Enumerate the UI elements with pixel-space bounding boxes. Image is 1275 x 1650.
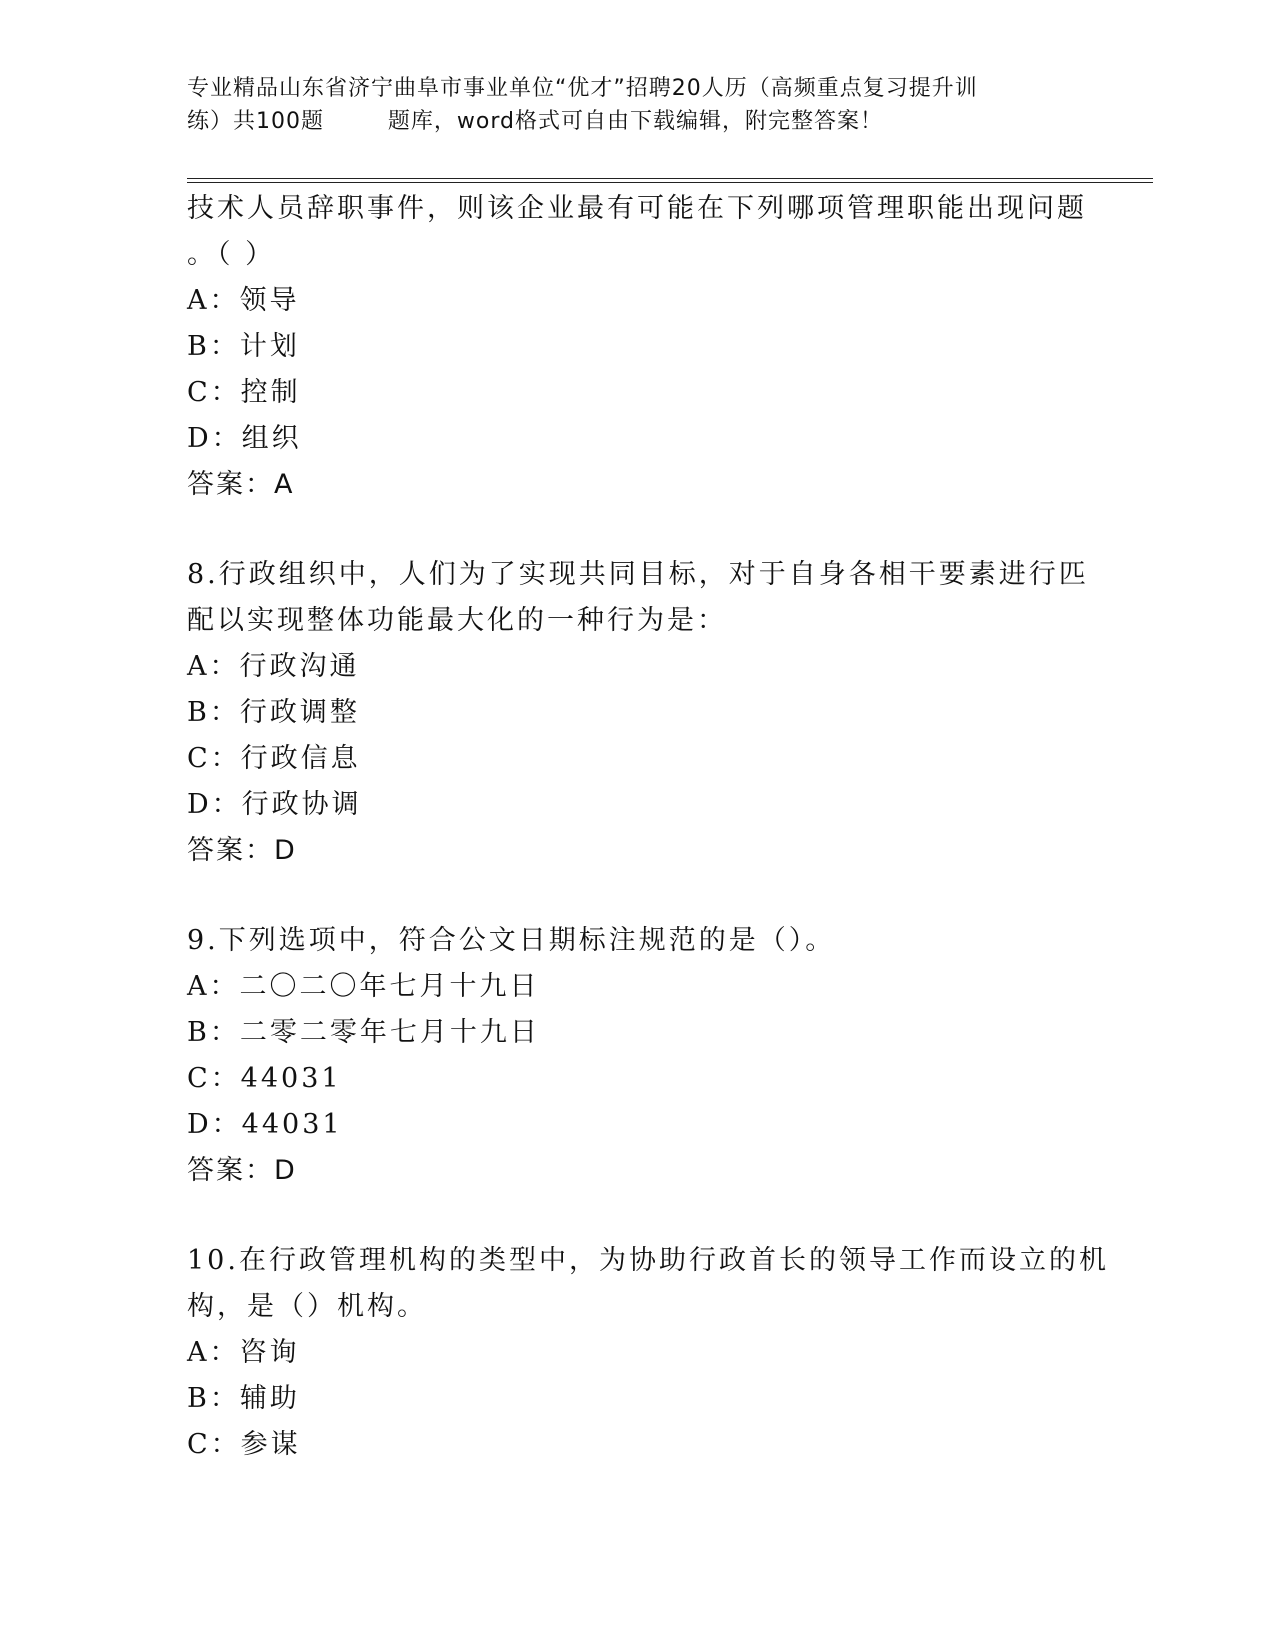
option-text: 二〇二〇年七月十九日 [239,971,540,1002]
option-text: 44031 [241,1109,343,1140]
option-label: B： [187,331,240,362]
option-label: D： [187,789,242,820]
option-text: 44031 [240,1063,342,1094]
document-header [187,72,1067,138]
question-9 [187,918,1087,1194]
option-text: 辅助 [239,1383,300,1414]
option-text: 控制 [240,377,301,408]
option-label: B： [187,1017,240,1048]
question-10 [187,1238,1109,1468]
option-c [187,736,1087,782]
option-label: D： [187,423,242,454]
option-label: C： [187,1429,241,1460]
option-text: 二零二零年七月十九日 [239,1017,540,1048]
option-b [187,1010,1087,1056]
answer-line: 答案：D [187,835,297,866]
option-d [187,782,1087,828]
header-title-line-2: 练）共100题 题库，word格式可自由下载编辑，附完整答案！ [187,109,884,134]
option-a [187,1330,1087,1376]
option-text: 行政沟通 [239,651,360,682]
question-8 [187,552,1087,874]
option-label: B： [187,697,240,728]
option-label: A： [187,285,240,316]
question-7 [187,186,1087,508]
option-b [187,690,1087,736]
option-label: C： [187,377,241,408]
option-b [187,1376,1087,1422]
question-10-text-line-2: 构，是（）机构。 [187,1291,427,1322]
option-text: 领导 [239,285,300,316]
question-8-text-line-2: 配以实现整体功能最大化的一种行为是： [187,605,727,636]
question-10-text-line-1: 10.在行政管理机构的类型中，为协助行政首长的领导工作而设立的机 [187,1245,1109,1276]
option-b [187,324,1087,370]
option-a [187,278,1087,324]
option-text: 行政协调 [241,789,362,820]
question-9-text-line-1: 9.下列选项中，符合公文日期标注规范的是（）。 [187,925,836,956]
header-divider [187,178,1153,183]
option-a [187,644,1087,690]
option-d [187,1102,1087,1148]
option-label: D： [187,1109,242,1140]
option-text: 组织 [241,423,302,454]
option-label: C： [187,743,241,774]
option-a [187,964,1087,1010]
option-label: A： [187,1337,240,1368]
answer-line: 答案：A [187,469,295,500]
question-7-text-line-1: 技术人员辞职事件，则该企业最有可能在下列哪项管理职能出现问题 [187,193,1087,224]
option-label: A： [187,651,240,682]
question-7-text-line-2: 。（ ） [187,239,276,270]
option-c [187,1056,1087,1102]
option-c [187,370,1087,416]
option-label: B： [187,1383,240,1414]
option-label: A： [187,971,240,1002]
option-text: 行政信息 [240,743,361,774]
document-body [187,186,1109,1468]
option-text: 行政调整 [239,697,360,728]
option-text: 咨询 [239,1337,300,1368]
option-d [187,416,1087,462]
option-text: 参谋 [240,1429,301,1460]
header-title-line-1: 专业精品山东省济宁曲阜市事业单位“优才”招聘20人历（高频重点复习提升训 [187,76,978,101]
option-c [187,1422,1087,1468]
option-text: 计划 [239,331,300,362]
question-8-text-line-1: 8.行政组织中，人们为了实现共同目标，对于自身各相干要素进行匹 [187,559,1089,590]
answer-line: 答案：D [187,1155,297,1186]
option-label: C： [187,1063,241,1094]
